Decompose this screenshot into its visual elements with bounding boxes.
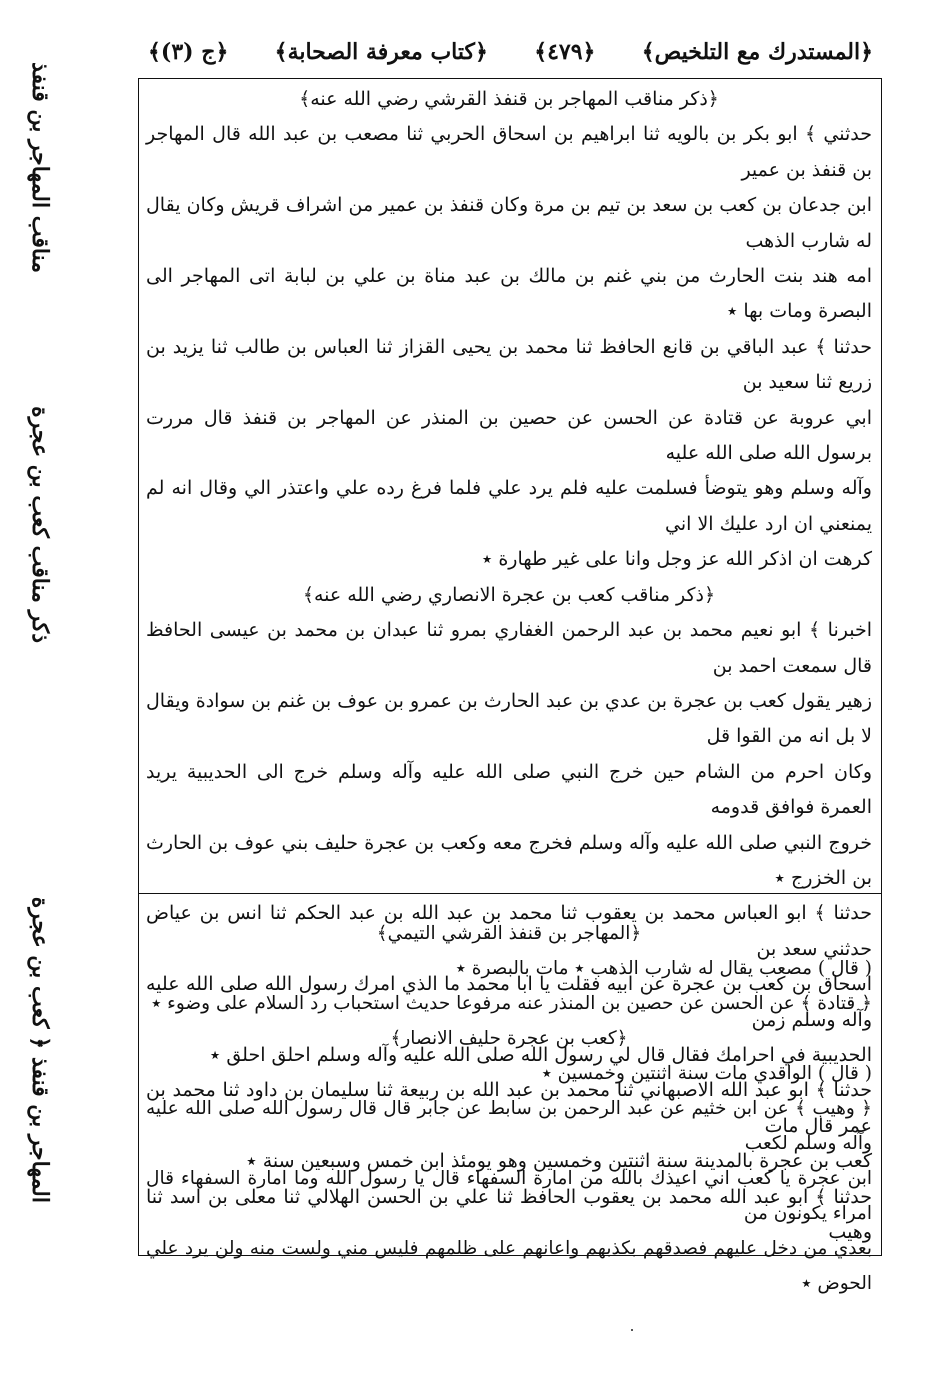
footnote-line: بعدي من دخل عليهم فصدقهم بكذبهم واعانهم على ظلمهم فليس مني ولست منه ولن يرد علي الحوض ٭ <box>146 1238 872 1294</box>
margin-note-2: ذكر مناقب كعب بن عجرة <box>27 406 53 643</box>
text-line: وكان احرم من الشام حين خرج النبي صلى الله عليه وآله وسلم خرج الى الحديبية يريد العمرة فوافق قدومه <box>146 760 872 819</box>
section-heading-kaab: ﴿ذكر مناقب كعب بن عجرة الانصاري رضي الله عنه﴾ <box>302 583 716 606</box>
text-line: حدثنا ﴾ ابو عبد الله محمد بن يعقوب الحافظ ثنا علي بن الحسن الهلالي ثنا معلى بن اسد ثنا وهيب <box>146 1185 872 1243</box>
footnote-line: ( قال ) الواقدي مات سنة اثنتين وخمسين ٭ <box>541 1063 872 1084</box>
text-line: زهير يقول كعب بن عجرة بن عدي بن عبد الحارث بن عمرو بن عوف بن غنم بن سوادة ويقال لا بل انه من القوا قل <box>146 689 872 748</box>
book-title: ﴿المستدرك مع التلخيص﴾ <box>641 39 873 65</box>
text-line: حدثنا ﴾ عبد الباقي بن قانع الحافظ ثنا محمد بن يحيى القزاز ثنا العباس بن طالب ثنا يزيد بن زريع ثنا سعيد بن <box>146 335 872 394</box>
text-line: وآله وسلم وهو يتوضأ فسلمت عليه فلم يرد علي فلما فرغ رده علي واعتذر الي وقال انه لم يمنعني ان ارد عليك الا اني <box>146 477 872 535</box>
text-line: حدثنا ﴾ ابو العباس محمد بن يعقوب ثنا محمد بن عبد الله بن عبد الحكم ثنا انس بن عياض حدثني سعد بن <box>146 902 872 960</box>
margin-note-3: المهاجر بن قنفذ ﴿ كعب بن عجرة <box>27 896 53 1203</box>
section-title: ﴿كتاب معرفة الصحابة﴾ <box>274 39 488 65</box>
footnote-line: ( قال ) مصعب يقال له شارب الذهب ٭ مات بالبصرة ٭ <box>455 958 872 979</box>
text-line: خروج النبي صلى الله عليه وآله وسلم فخرج معه وكعب بن عجرة حليف بني عوف بن الحارث بن الخزرج ٭ <box>146 831 872 889</box>
footnote-line: ابن عجرة يا كعب اني اعيذك بالله من امارة السفهاء قال يا رسول الله وما امارة السفهاء قال امراء يكونون من <box>146 1168 872 1224</box>
volume-number: ﴿ج (٣)﴾ <box>148 39 229 65</box>
footnote-heading-kaab: ﴿كعب بن عجرة حليف الانصار﴾ <box>390 1028 628 1049</box>
text-line: كرهت ان اذكر الله عز وجل وانا على غير طهارة ٭ <box>481 548 872 571</box>
text-line: كعب بن عجرة بالمدينة سنة اثنتين وخمسين وهو يومئذ ابن خمس وسبعين سنة ٭ <box>246 1150 872 1173</box>
footnote-heading-muhajir: ﴿المهاجر بن قنفذ القرشي التيمي﴾ <box>376 923 642 944</box>
text-line: ابي عروبة عن قتادة عن الحسن عن حصين بن المنذر عن المهاجر بن قنفذ قال مررت برسول الله صلى الله عليه <box>146 406 872 465</box>
text-line: حدثنا ﴾ ابو عبد الله الاصبهاني ثنا محمد بن عبد الله بن ربيعة ثنا سليمان بن داود ثنا محمد بن عمر قال مات <box>146 1079 872 1137</box>
page-number: ﴿٤٧٩﴾ <box>534 39 596 65</box>
footnote-line: ﴿ قتادة ﴾ عن الحسن عن حصين بن المنذر عنه مرفوعا حديث استحباب رد السلام على وضوء ٭ <box>151 993 872 1014</box>
text-line: الحديبية في احرامك فقال قال لي رسول الله صلى الله عليه وآله وسلم احلق احلق ٭ <box>209 1043 872 1066</box>
text-line: اخبرنا ﴾ ابو نعيم محمد بن عبد الرحمن الغفاري بمرو ثنا عبدان بن محمد بن عيسى الحافظ قال سمعت احمد بن <box>146 619 872 677</box>
section-heading-muhajir: ﴿ذكر مناقب المهاجر بن قنفذ القرشي رضي الله عنه﴾ <box>299 88 719 110</box>
text-line: امه هند بنت الحارث من بني غنم بن مالك بن عبد مناة بن علي بن لبابة اتى المهاجر الى البصرة ومات بها ٭ <box>146 265 872 323</box>
text-line: حدثني ﴾ ابو بكر بن بالويه ثنا ابراهيم بن اسحاق الحربي ثنا مصعب بن عبد الله قال المهاجر بن قنفذ بن عمير <box>146 123 872 181</box>
text-line: اسحاق بن كعب بن عجرة عن ابيه فقلت يا ابا محمد ما الذي امرك رسول الله صلى الله عليه وآله وسلم زمن <box>146 973 872 1031</box>
footnote-line: ﴿ وهيب ﴾ عن ابن خثيم عن عبد الرحمن بن سابط عن جابر قال قال رسول الله صلى الله عليه وآله وسلم لكعب <box>146 1098 872 1154</box>
page-speck <box>631 1329 633 1331</box>
page-header <box>148 32 873 72</box>
margin-note-1: مناقب المهاجر بن قنفذ <box>27 61 53 273</box>
text-line: ابن جدعان بن كعب بن سعد بن تيم بن مرة وكان قنفذ بن عمير من اشراف قريش وكان يقال له شارب الذهب <box>146 194 872 252</box>
footnote-text <box>146 916 872 1301</box>
